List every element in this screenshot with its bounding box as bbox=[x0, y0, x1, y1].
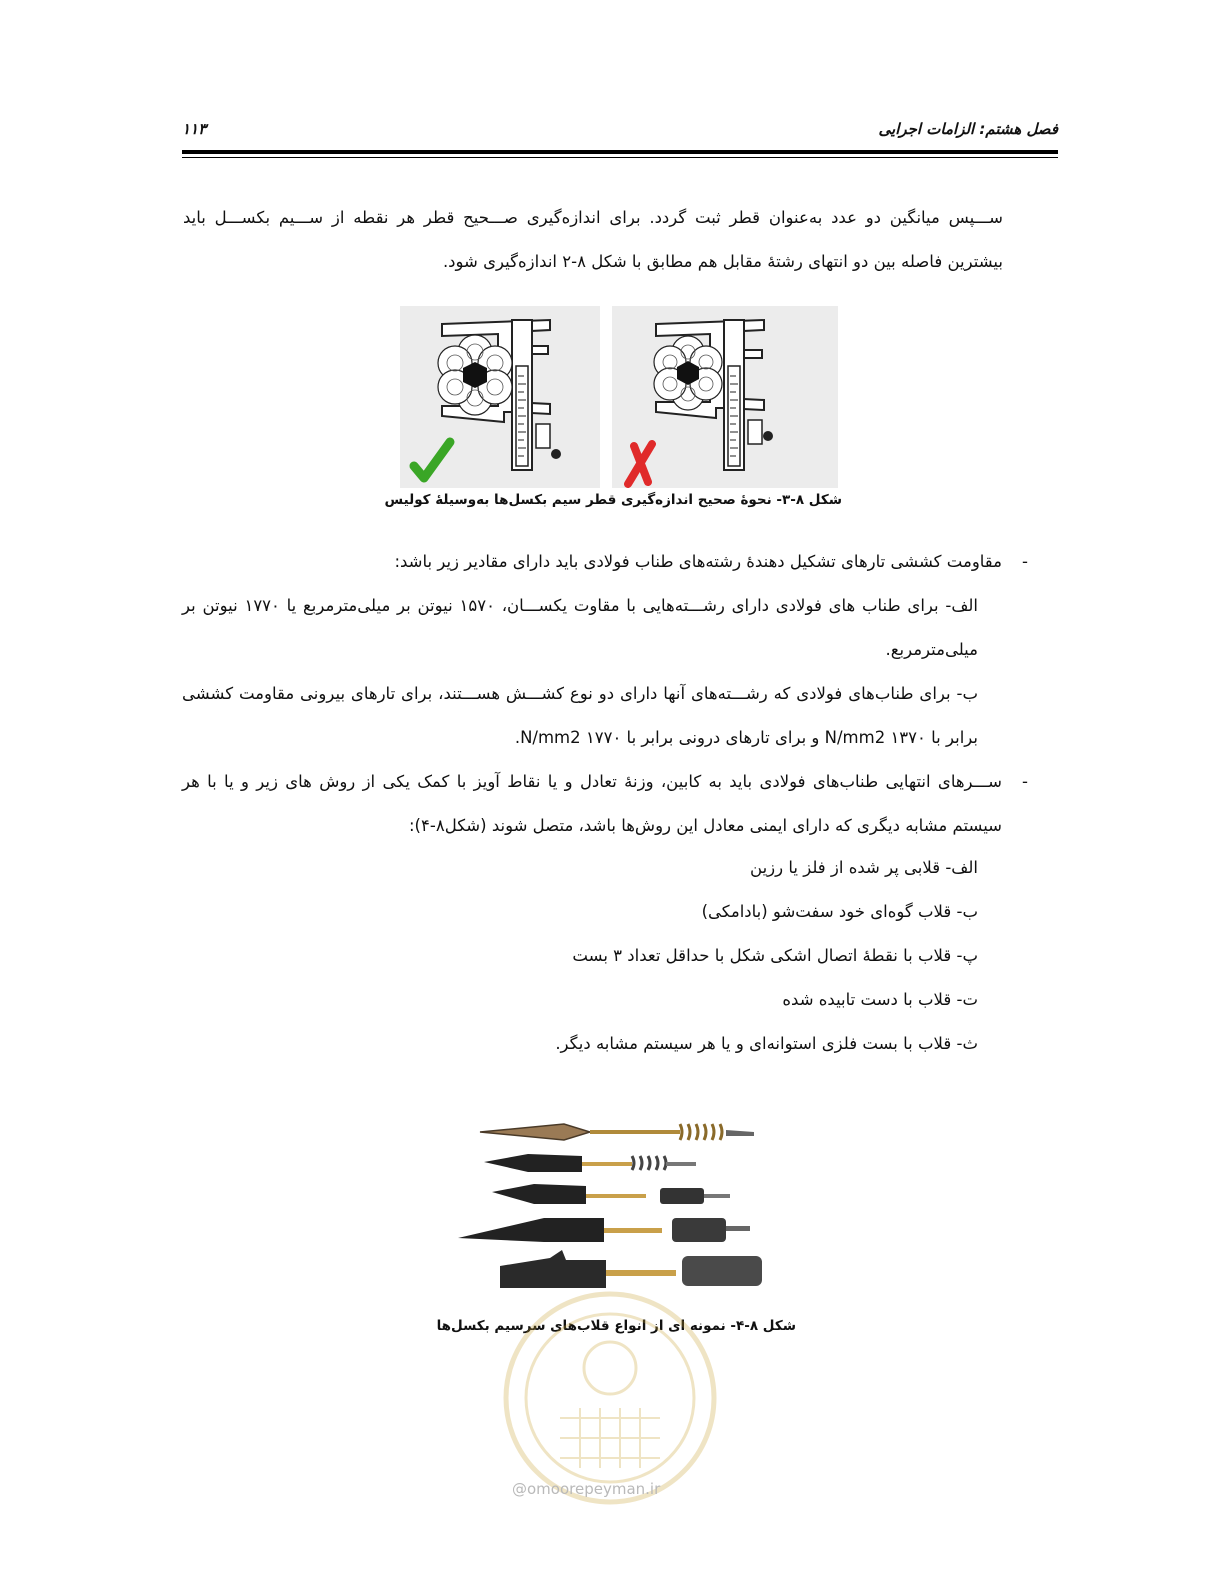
rope-hooks-figure bbox=[454, 1110, 774, 1296]
sub-item-be: ب- برای طناب‌های فولادی که رشـــته‌های آنها دارای دو نوع کشـــش هســـتند، برای تارهای بیرونی مقاومت کششی برابر با N/mm2 ۱۳۷۰ و برای تارهای درونی برابر با N/mm2 ۱۷۷۰. bbox=[182, 684, 978, 747]
watermark-seal bbox=[500, 1288, 720, 1508]
correct-check-icon bbox=[414, 442, 450, 478]
list-item: الف- قلابی پر شده از فلز یا رزین bbox=[750, 858, 978, 877]
bullet-rope-terminations bbox=[182, 760, 1028, 848]
header-rule-thin bbox=[182, 157, 1058, 158]
hook-4 bbox=[458, 1218, 750, 1242]
hook-5 bbox=[500, 1250, 762, 1288]
hook-1 bbox=[480, 1124, 754, 1140]
paragraph-measurement: ســـپس میانگین دو عدد به‌عنوان قطر ثبت گردد. برای اندازه‌گیری صـــحیح قطر هر نقطه از ســـیم بکســـل باید بیشترین فاصله بین دو انتهای رشتهٔ مقابل هم مطابق با شکل ۸-۲ اندازه‌گیری شود. bbox=[183, 208, 1003, 271]
hook-3 bbox=[492, 1184, 730, 1204]
bullet-dash: - bbox=[1022, 772, 1028, 791]
caliper-wrong-panel bbox=[612, 306, 838, 488]
list-item: ب- قلاب گوه‌ای خود سفت‌شو (بادامکی) bbox=[701, 902, 978, 921]
chapter-title: فصل هشتم: الزامات اجرایی bbox=[878, 120, 1058, 138]
list-item: ت- قلاب با دست تابیده شده bbox=[782, 990, 978, 1009]
hook-2 bbox=[484, 1154, 696, 1172]
sub-item-alef: الف- برای طناب های فولادی دارای رشـــته‌هایی با مقاوت یکســـان، ۱۵۷۰ نیوتن بر میلی‌مترمربع یا ۱۷۷۰ نیوتن بر میلی‌مترمربع. bbox=[182, 596, 979, 659]
bullet-text: مقاومت کششی تارهای تشکیل دهندهٔ رشته‌های طناب فولادی باید دارای مقادیر زیر باشد: bbox=[394, 552, 1002, 571]
figure-caption-8-4: شکل ۸-۴- نمونه ای از انواع قلاب‌های سرسیم بکسل‌ها bbox=[436, 1318, 796, 1334]
bullet-tensile-strength bbox=[182, 540, 1028, 584]
list-item: ث- قلاب با بست فلزی استوانه‌ای و یا هر سیستم مشابه دیگر. bbox=[555, 1034, 978, 1053]
bullet-dash: - bbox=[1022, 552, 1028, 571]
figure-caption-8-3: شکل ۸-۳- نحوهٔ صحیح اندازه‌گیری قطر سیم بکسل‌ها به‌وسیلهٔ کولیس bbox=[384, 492, 842, 508]
caliper-correct-illustration bbox=[400, 306, 600, 488]
header-rule-thick bbox=[182, 150, 1058, 154]
caliper-correct-panel bbox=[400, 306, 600, 488]
termination-methods-list bbox=[378, 846, 978, 1066]
bullet-text: ســـرهای انتهایی طناب‌های فولادی باید به کابین، وزنهٔ تعادل و یا نقاط آویز با کمک یکی از روش های زیر و یا با هر سیستم مشابه دیگری که دارای ایمنی معادل این روش‌ها باشد، متصل شوند (شکل۸-۴): bbox=[182, 772, 1002, 835]
page-header bbox=[182, 120, 1058, 146]
page-number: ۱۱۳ bbox=[182, 120, 207, 138]
list-item: پ- قلاب با نقطهٔ اتصال اشکی شکل با حداقل تعداد ۳ بست bbox=[572, 946, 978, 965]
wrong-x-icon bbox=[628, 444, 652, 484]
caliper-wrong-illustration bbox=[612, 306, 838, 488]
watermark-site: @omoorepeyman.ir bbox=[512, 1480, 661, 1498]
rope-hooks-illustration bbox=[454, 1110, 774, 1296]
caliper-figure bbox=[400, 306, 838, 488]
